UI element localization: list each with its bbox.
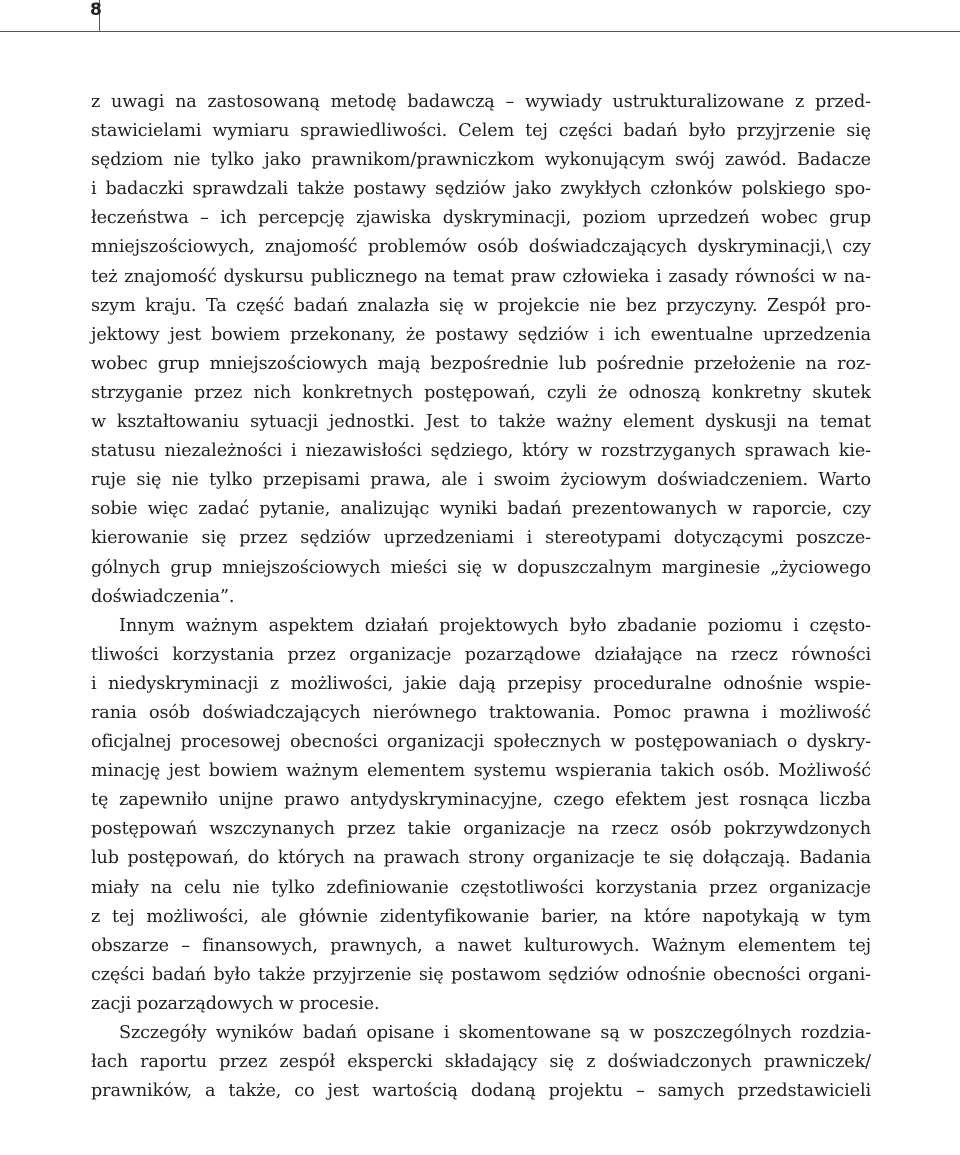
text-line: sędziom nie tylko jako prawnikom/prawniczkom wykonującym swój zawód. Badacze [91,150,871,171]
text-line: z uwagi na zastosowaną metodę badawczą – wywiady ustrukturalizowane z przed- [91,92,871,112]
text-line: wobec grup mniejszościowych mają bezpośrednie lub pośrednie przełożenie na roz- [91,353,871,374]
text-line: minację jest bowiem ważnym elementem systemu wspierania takich osób. Możliwość [91,761,871,782]
text-line: ruje się nie tylko przepisami prawa, ale i swoim życiowym doświadczeniem. Warto [91,470,871,491]
text-line: części badań było także przyjrzenie się postawom sędziów odnośnie obecności organi- [91,964,871,985]
text-line: i niedyskryminacji z możliwości, jakie dają przepisy proceduralne odnośnie wspie- [91,673,871,694]
text-line: obszarze – finansowych, prawnych, a nawet kulturowych. Ważnym elementem tej [91,935,871,956]
text-line: tę zapewniło unijne prawo antydyskryminacyjne, czego efektem jest rosnąca liczba [91,790,871,811]
text-line: Innym ważnym aspektem działań projektowych było zbadanie poziomu i często- [119,615,871,636]
text-line: mniejszościowych, znajomość problemów osób doświadczających dyskryminacji,\ czy [91,237,871,258]
text-line: zacji pozarządowych w procesie. [91,993,380,1014]
text-line: lub postępowań, do których na prawach strony organizacje te się dołączają. Badania [91,848,871,869]
page-number: 8 [90,0,102,20]
text-line: tliwości korzystania przez organizacje pozarządowe działające na rzecz równości [91,644,871,665]
text-line: łeczeństwa – ich percepcję zjawiska dyskryminacji, poziom uprzedzeń wobec grup [91,208,871,229]
body-text [91,88,871,1106]
text-line: miały na celu nie tylko zdefiniowanie częstotliwości korzystania przez organizacje [91,877,871,898]
text-line: oficjalnej procesowej obecności organizacji społecznych w postępowaniach o dyskry- [91,732,871,753]
paragraph [91,612,871,1019]
text-line: z tej możliwości, ale głównie zidentyfikowanie barier, na które napotykają w tym [91,906,871,927]
text-line: statusu niezależności i niezawisłości sędziego, który w rozstrzyganych sprawach kie- [91,441,871,462]
text-line: strzyganie przez nich konkretnych postępowań, czyli że odnoszą konkretny skutek [91,382,871,403]
header-rule [100,31,960,32]
text-line: w kształtowaniu sytuacji jednostki. Jest to także ważny element dyskusji na temat [91,412,871,433]
text-line: łach raportu przez zespół ekspercki składający się z doświadczonych prawniczek/ [91,1052,871,1073]
text-line: postępowań wszczynanych przez takie organizacje na rzecz osób pokrzywdzonych [91,819,871,840]
text-line: sobie więc zadać pytanie, analizując wyniki badań prezentowanych w raporcie, czy [91,499,871,520]
text-line: rania osób doświadczających nierównego traktowania. Pomoc prawna i możliwość [91,702,871,723]
text-line: szym kraju. Ta część badań znalazła się w projekcie nie bez przyczyny. Zespół pro- [91,295,871,316]
text-line: jektowy jest bowiem przekonany, że postawy sędziów i ich ewentualne uprzedzenia [91,324,871,345]
paragraph [91,88,871,612]
text-line: prawników, a także, co jest wartością dodaną projektu – samych przedstawicieli [91,1081,871,1102]
text-line: Szczegóły wyników badań opisane i skomentowane są w poszczególnych rozdzia- [119,1023,871,1043]
text-line: też znajomość dyskursu publicznego na temat praw człowieka i zasady równości w na- [91,266,871,287]
paragraph [91,1019,871,1106]
text-line: i badaczki sprawdzali także postawy sędziów jako zwykłych członków polskiego spo- [91,179,871,200]
text-line: stawicielami wymiaru sprawiedliwości. Celem tej części badań było przyjrzenie się [91,121,871,142]
text-line: kierowanie się przez sędziów uprzedzeniami i stereotypami dotyczącymi poszcze- [91,528,871,549]
page-number-frame [0,0,100,32]
text-line: doświadczenia”. [91,586,235,607]
text-line: gólnych grup mniejszościowych mieści się w dopuszczalnym marginesie „życiowego [91,557,871,578]
